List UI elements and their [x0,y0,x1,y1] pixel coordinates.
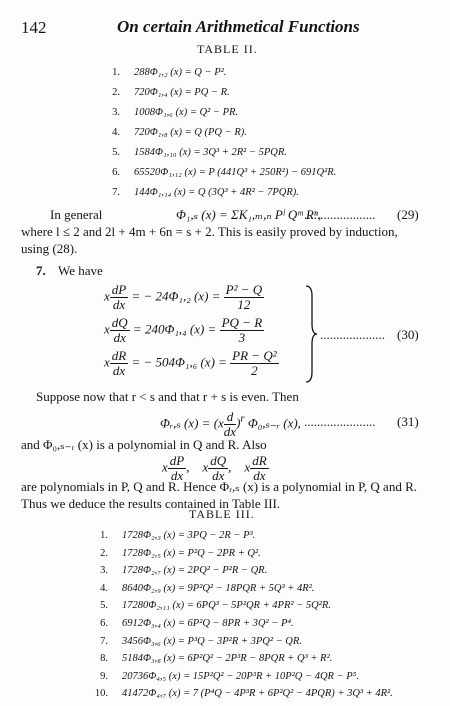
body-text: Suppose now that r < s and that r + s is even. Then [36,389,299,404]
table-row: 9. 20736Φ₄,₅ (x) = 15P²Q² − 20P³R + 10P²Q − 4QR − P⁵. [100,670,359,682]
derivative-list: x $\frac{dP}{dx}$ , x $\frac{dQ}{dx}$ , x $\frac{dR}{dx}$ [162,453,267,483]
table-row: 3. 1728Φ₂,₇ (x) = 2PQ² − P²R − QR. [100,565,268,577]
table-row: 2. 1728Φ₂,₅ (x) = P²Q − 2PR + Q². [100,547,261,559]
table-row: 7. 144Φ₁,₁₄ (x) = Q (3Q³ + 4R² − 7PQR). [112,187,299,198]
equation-dq: x $\frac{dQ}{dx}$ = 240Φ₁,₄ (x) = $\frac{PQ - R}{3}$ [104,315,263,345]
table-row: 2. 720Φ₁,₄ (x) = PQ − R. [112,87,230,98]
body-text: using (28). [21,241,78,256]
running-title: On certain Arithmetical Functions [117,17,360,36]
eq-dots-29: ...................... [304,207,376,222]
body-text: are polynomials in P, Q and R. Hence Φᵣ,ₛ (x) is a polynomial in P, Q and R. [21,479,417,494]
section-lead: We have [58,263,103,278]
general-formula: Φ₁,ₛ (x) = ΣK₁,ₘ,ₙ Pˡ Qᵐ Rⁿ, [176,207,322,222]
table-row: 3. 1008Φ₁,₆ (x) = Q² − PR. [112,107,239,118]
eq-number-31: (31) [397,414,419,429]
equation-dp: x $\frac{dP}{dx}$ = − 24Φ₁,₂ (x) = $\frac{\text{P² − Q}}{12}$ [104,282,263,312]
table-row: 8. 5184Φ₃,₈ (x) = 6P²Q² − 2P³R − 8PQR + Q³ + R². [100,653,333,665]
right-brace-icon [304,284,318,384]
table-row: 4. 8640Φ₂,₉ (x) = 9P²Q² − 18PQR + 5Q³ + 4R². [100,582,315,594]
page-number: 142 [21,18,47,37]
table-3-list [84,527,393,703]
eq-number-29: (29) [397,207,419,222]
table-row: 5. 1584Φ₁,₁₀ (x) = 3Q³ + 2R² − 5PQR. [112,147,287,158]
general-lead: In general [50,207,103,222]
section-number: 7. [36,263,46,278]
eq-number-30: (30) [397,327,419,342]
table-2-list [96,63,336,203]
eq-dots-31: ...................... [304,414,376,429]
table-row: 4. 720Φ₁,₈ (x) = Q (PQ − R). [112,127,247,138]
body-text: where l ≤ 2 and 2l + 4m + 6n = s + 2. This is easily proved by induction, [21,224,398,239]
table-3-title: TABLE III. [189,507,255,521]
table-row: 10. 41472Φ₄,₇ (x) = 7 (P⁴Q − 4P³R + 6P²Q² − 4PQR) + 3Q³ + 4R². [94,688,393,700]
equation-dr: x $\frac{dR}{dx}$ = − 504Φ₁,₆ (x) = $\frac{\text{PR − Q²}}{2}$ [104,348,277,378]
table-row: 5. 17280Φ₂,₁₁ (x) = 6PQ³ − 5P²QR + 4PR² − 5Q²R. [100,600,331,612]
table-row: 1. 288Φ₁,₂ (x) = Q − P². [112,67,227,78]
table-row: 6. 6912Φ₃,₄ (x) = 6P²Q − 8PR + 3Q² − P⁴. [100,617,294,629]
eq-dots-30: .................... [320,327,385,342]
table-2-title: TABLE II. [197,42,258,56]
body-text: Thus we deduce the results contained in Table III. [21,496,281,511]
table-row: 1. 1728Φ₂,₃ (x) = 3PQ − 2R − P³. [100,530,256,541]
table-row: 7. 3456Φ₃,₆ (x) = P³Q − 3P²R + 3PQ² − QR. [100,635,302,647]
table-row: 6. 65520Φ₁,₁₂ (x) = P (441Q³ + 250R²) − 691Q²R. [112,167,337,178]
body-text: and Φ₀,ₛ₋ᵣ (x) is a polynomial in Q and R. Also [21,437,267,452]
equation-31: Φᵣ,ₛ (x) = (x $\frac{d}{dx}$ )$^r$ Φ₀,ₛ₋ᵣ (x), [160,409,301,439]
